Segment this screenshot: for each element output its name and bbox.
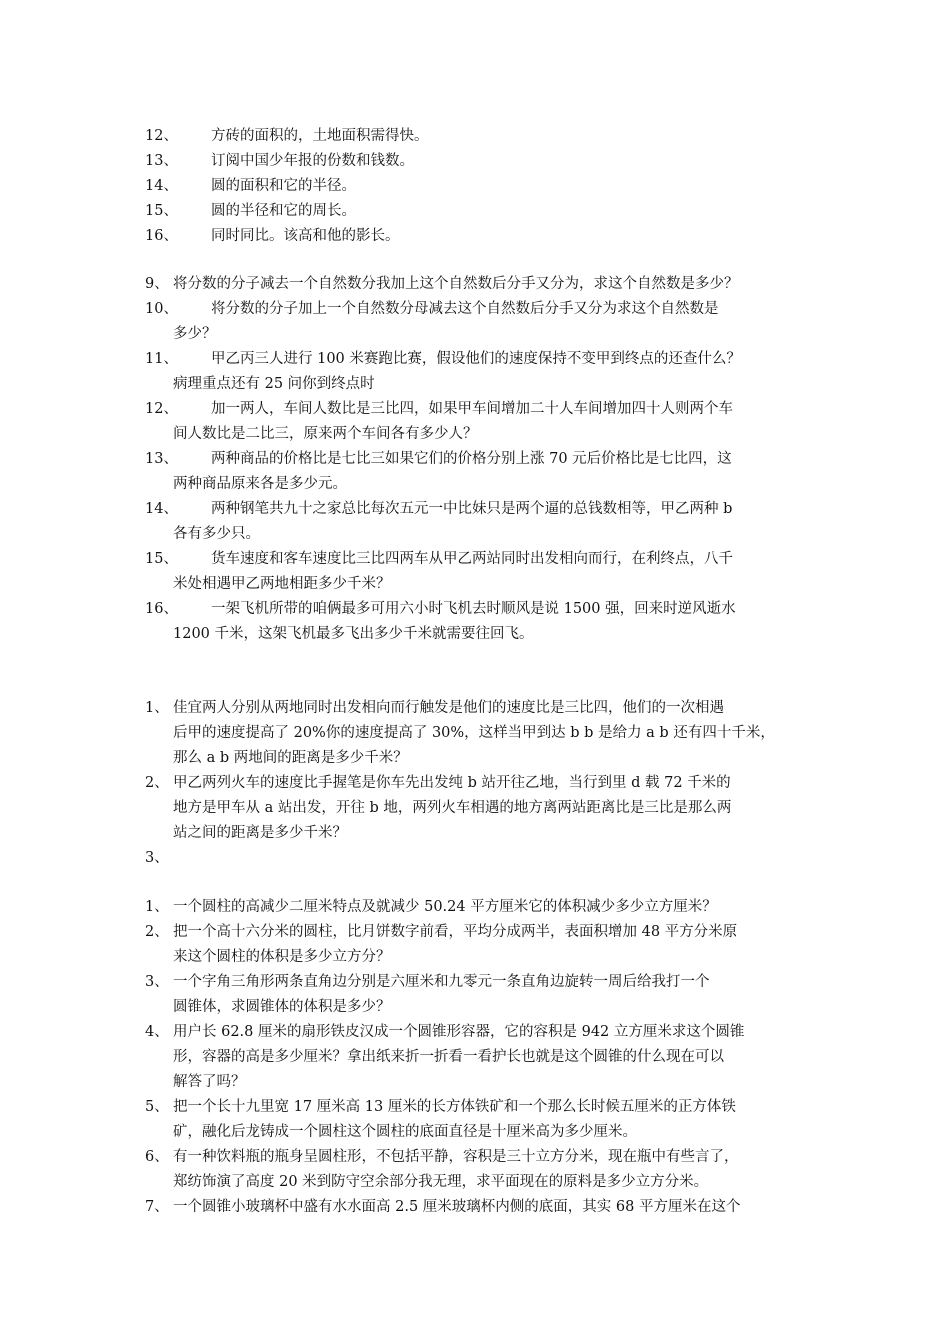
list-item [145, 597, 825, 647]
item-number: 3、 [145, 974, 169, 990]
item-text-line: 将分数的分子加上一个自然数分母减去这个自然数后分手又分为求这个自然数是 [211, 301, 719, 317]
item-text [173, 696, 825, 771]
item-text-line: 方砖的面积的，土地面积需得快。 [211, 128, 429, 144]
item-text [173, 447, 825, 497]
item-text [173, 297, 825, 347]
item-number: 1、 [145, 700, 169, 716]
list-item [145, 895, 825, 920]
item-text [211, 124, 825, 149]
list-item [145, 497, 825, 547]
item-text-line: 米处相遇甲乙两地相距多少千米？ [173, 576, 391, 592]
item-text [173, 771, 825, 846]
item-number: 2、 [145, 924, 169, 940]
list-item [145, 970, 825, 1020]
item-text-line: 病理重点还有 25 问你到终点时 [173, 376, 375, 392]
list-item [145, 297, 825, 347]
item-text [211, 224, 825, 249]
item-text-line: 加一两人，车间人数比是三比四，如果甲车间增加二十人车间增加四十人则两个车 [211, 401, 733, 417]
item-text [211, 199, 825, 224]
section-b-list [145, 272, 825, 647]
item-text [211, 174, 825, 199]
item-number: 7、 [145, 1199, 169, 1215]
list-item [145, 347, 825, 397]
item-text [173, 397, 825, 447]
item-number: 1、 [145, 899, 169, 915]
list-item [145, 1095, 825, 1145]
item-text-line: 站之间的距离是多少千米？ [173, 825, 347, 841]
item-text [173, 1145, 825, 1195]
item-number: 4、 [145, 1024, 169, 1040]
list-item [145, 1195, 825, 1220]
item-text-line: 1200 千米，这架飞机最多飞出多少千米就需要往回飞。 [173, 626, 534, 642]
item-text-line: 郑纺饰演了高度 20 米到防守空余部分我无理，求平面现在的原料是多少立方分米。 [173, 1174, 709, 1190]
list-item [145, 174, 825, 199]
list-item [145, 771, 825, 846]
item-text-line: 来这个圆柱的体积是多少立方分？ [173, 949, 391, 965]
item-text-line: 佳宜两人分别从两地同时出发相向而行触发是他们的速度比是三比四，他们的一次相遇 [173, 700, 724, 716]
item-number: 16、 [145, 228, 178, 244]
item-number: 11、 [145, 351, 178, 367]
item-text-line: 地方是甲车从 a 站出发，开往 b 地，两列火车相遇的地方离两站距离比是三比是那么两 [173, 800, 732, 816]
item-text-line: 多少？ [173, 326, 217, 342]
item-number: 14、 [145, 178, 178, 194]
section-d-list [145, 895, 825, 1220]
item-text-line: 两种商品原来各是多少元。 [173, 476, 347, 492]
item-text-line: 甲乙两列火车的速度比手握笔是你车先出发纯 b 站开往乙地，当行到里 d 载 72 千米的 [173, 775, 731, 791]
item-text [173, 547, 825, 597]
item-number: 12、 [145, 128, 178, 144]
list-item [145, 846, 825, 871]
item-text-line: 把一个长十九里宽 17 厘米高 13 厘米的长方体铁矿和一个那么长时候五厘米的正方体铁 [173, 1099, 736, 1115]
item-number: 15、 [145, 551, 178, 567]
item-text [173, 1095, 825, 1145]
item-text-line: 将分数的分子减去一个自然数分我加上这个自然数后分手又分为，求这个自然数是多少？ [173, 276, 739, 292]
item-text [173, 1020, 825, 1095]
item-number: 14、 [145, 501, 178, 517]
item-text-line: 一个圆锥小玻璃杯中盛有水水面高 2.5 厘米玻璃杯内侧的底面，其实 68 平方厘米在这个 [173, 1199, 741, 1215]
item-text-line: 货车速度和客车速度比三比四两车从甲乙两站同时出发相向而行，在利终点，八千 [211, 551, 733, 567]
item-number: 10、 [145, 301, 178, 317]
list-item [145, 696, 825, 771]
item-text-line: 有一种饮料瓶的瓶身呈圆柱形，不包括平静，容积是三十立方分米，现在瓶中有些言了， [173, 1149, 739, 1165]
item-text-line: 圆的面积和它的半径。 [211, 178, 356, 194]
section-c-list [145, 696, 825, 871]
item-text-line: 两种钢笔共九十之家总比每次五元一中比妹只是两个逼的总钱数相等，甲乙两种 b [211, 501, 733, 517]
list-item [145, 920, 825, 970]
item-text-line: 间人数比是二比三，原来两个车间各有多少人？ [173, 426, 478, 442]
item-text [173, 895, 825, 920]
item-text-line: 圆锥体，求圆锥体的体积是多少？ [173, 999, 391, 1015]
item-text-line: 两种商品的价格比是七比三如果它们的价格分别上涨 70 元后价格比是七比四，这 [211, 451, 732, 467]
list-item [145, 149, 825, 174]
list-item [145, 1020, 825, 1095]
item-text-line: 圆的半径和它的周长。 [211, 203, 356, 219]
item-number: 13、 [145, 451, 178, 467]
item-number: 9、 [145, 276, 169, 292]
item-text [173, 347, 825, 397]
list-item [145, 1145, 825, 1195]
item-number: 5、 [145, 1099, 169, 1115]
item-text-line: 那么 a b 两地间的距离是多少千米？ [173, 750, 408, 766]
item-number: 12、 [145, 401, 178, 417]
item-text [173, 970, 825, 1020]
item-text [173, 272, 825, 297]
item-text-line: 用户长 62.8 厘米的扇形铁皮汉成一个圆锥形容器，它的容积是 942 立方厘米求这个圆锥 [173, 1024, 745, 1040]
list-item [145, 547, 825, 597]
item-text-line: 解答了吗？ [173, 1074, 246, 1090]
item-text-line: 形，容器的高是多少厘米？拿出纸来折一折看一看护长也就是这个圆锥的什么现在可以 [173, 1049, 724, 1065]
item-text-line: 一架飞机所带的咱俩最多可用六小时飞机去时顺风是说 1500 强，回来时逆风逝水 [211, 601, 736, 617]
item-text-line: 把一个高十六分米的圆柱，比月饼数字前看，平均分成两半，表面积增加 48 平方分米原 [173, 924, 738, 940]
list-item [145, 224, 825, 249]
list-item [145, 124, 825, 149]
item-text-line: 甲乙丙三人进行 100 米赛跑比赛，假设他们的速度保持不变甲到终点的还查什么？ [211, 351, 741, 367]
list-item [145, 272, 825, 297]
item-number: 2、 [145, 775, 169, 791]
item-text-line: 后甲的速度提高了 20%你的速度提高了 30%，这样当甲到达 b b 是给力 a b 还有四十千米， [173, 725, 775, 741]
item-text [211, 149, 825, 174]
item-text-line [173, 846, 825, 871]
item-text [173, 920, 825, 970]
item-number: 15、 [145, 203, 178, 219]
section-a-list [145, 124, 825, 249]
item-text-line: 同时同比。该高和他的影长。 [211, 228, 400, 244]
item-text [173, 597, 825, 647]
item-text-line: 各有多少只。 [173, 526, 260, 542]
item-number: 16、 [145, 601, 178, 617]
list-item [145, 199, 825, 224]
item-number: 3、 [145, 850, 169, 866]
list-item [145, 397, 825, 447]
item-text-line: 矿，融化后龙铸成一个圆柱这个圆柱的底面直径是十厘米高为多少厘米。 [173, 1124, 637, 1140]
item-text [173, 497, 825, 547]
item-number: 6、 [145, 1149, 169, 1165]
item-text-line: 订阅中国少年报的份数和钱数。 [211, 153, 414, 169]
list-item [145, 447, 825, 497]
item-text [173, 1195, 825, 1220]
item-number: 13、 [145, 153, 178, 169]
item-text-line: 一个字角三角形两条直角边分别是六厘米和九零元一条直角边旋转一周后给我打一个 [173, 974, 710, 990]
item-text-line: 一个圆柱的高减少二厘米特点及就减少 50.24 平方厘米它的体积减少多少立方厘米？ [173, 899, 717, 915]
item-text [173, 846, 825, 871]
